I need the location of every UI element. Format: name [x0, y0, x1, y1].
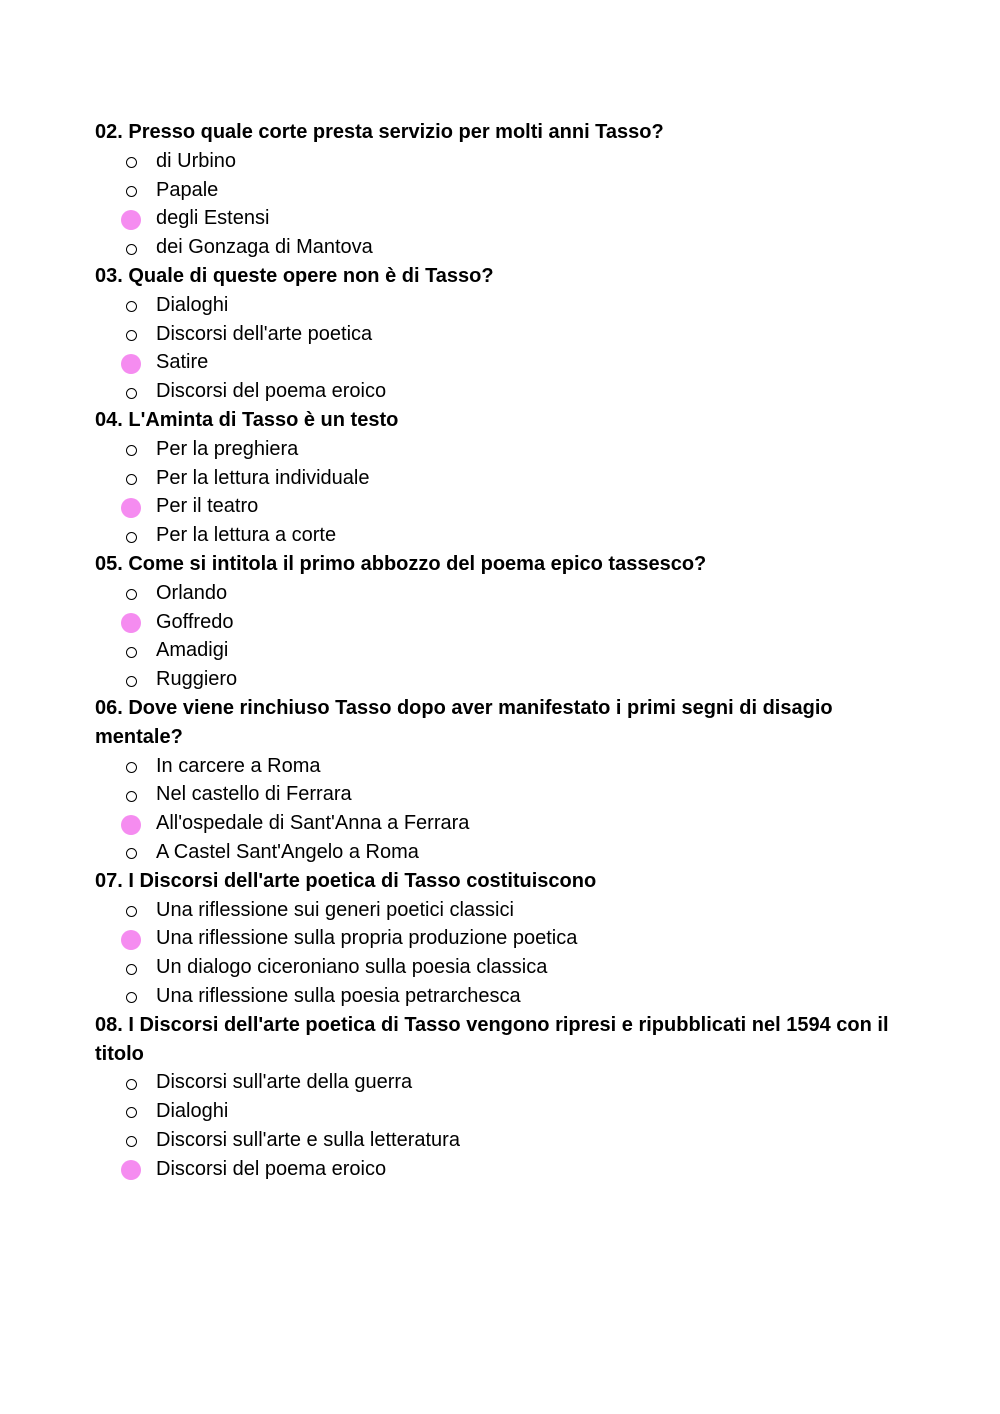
answer-list — [95, 435, 925, 550]
answer-label: Per la lettura a corte — [156, 524, 337, 547]
answer-option[interactable] — [95, 320, 925, 349]
answer-list — [95, 752, 925, 867]
radio-empty-icon[interactable] — [126, 1136, 137, 1147]
radio-empty-icon[interactable] — [126, 301, 137, 312]
answer-label: Discorsi sull'arte e sulla letteratura — [156, 1128, 460, 1151]
radio-selected-icon[interactable] — [121, 1160, 141, 1180]
answer-label: Discorsi del poema eroico — [156, 1157, 387, 1180]
answer-label: di Urbino — [156, 149, 237, 172]
answer-option[interactable] — [95, 233, 925, 262]
answer-list — [95, 579, 925, 694]
question-block-06 — [95, 694, 925, 867]
radio-empty-icon[interactable] — [126, 992, 137, 1003]
answer-option[interactable] — [95, 838, 925, 867]
question-title: 03. Quale di queste opere non è di Tasso? — [95, 264, 494, 287]
radio-selected-icon[interactable] — [121, 613, 141, 633]
answer-option[interactable] — [95, 752, 925, 781]
radio-empty-icon[interactable] — [126, 186, 137, 197]
radio-empty-icon[interactable] — [126, 1079, 137, 1090]
answer-list — [95, 896, 925, 1011]
answer-list — [95, 1068, 925, 1183]
radio-selected-icon[interactable] — [121, 815, 141, 835]
question-block-05 — [95, 550, 925, 694]
answer-list — [95, 147, 925, 262]
radio-empty-icon[interactable] — [126, 532, 137, 543]
answer-option-selected[interactable] — [95, 348, 925, 377]
answer-label: Discorsi sull'arte della guerra — [156, 1071, 413, 1094]
answer-label: Satire — [156, 351, 209, 374]
answer-option[interactable] — [95, 435, 925, 464]
answer-label: Goffredo — [156, 610, 234, 633]
radio-empty-icon[interactable] — [126, 791, 137, 802]
answer-label: All'ospedale di Sant'Anna a Ferrara — [156, 812, 470, 835]
radio-empty-icon[interactable] — [126, 676, 137, 687]
radio-empty-icon[interactable] — [126, 647, 137, 658]
answer-option-selected[interactable] — [95, 924, 925, 953]
radio-selected-icon[interactable] — [121, 498, 141, 518]
quiz-document — [95, 118, 925, 1183]
answer-label: dei Gonzaga di Mantova — [156, 236, 373, 259]
answer-option-selected[interactable] — [95, 492, 925, 521]
radio-empty-icon[interactable] — [126, 589, 137, 600]
answer-label: Una riflessione sulla propria produzione poetica — [156, 927, 578, 950]
answer-label: Un dialogo ciceroniano sulla poesia classica — [156, 956, 548, 979]
radio-selected-icon[interactable] — [121, 354, 141, 374]
answer-option[interactable] — [95, 464, 925, 493]
answer-label: Papale — [156, 178, 219, 201]
answer-option[interactable] — [95, 665, 925, 694]
answer-label: Amadigi — [156, 639, 229, 662]
answer-option[interactable] — [95, 953, 925, 982]
answer-label: Dialoghi — [156, 293, 229, 316]
radio-selected-icon[interactable] — [121, 930, 141, 950]
radio-empty-icon[interactable] — [126, 388, 137, 399]
answer-label: Per la lettura individuale — [156, 466, 370, 489]
question-block-02 — [95, 118, 925, 262]
answer-label: Orlando — [156, 581, 228, 604]
radio-empty-icon[interactable] — [126, 330, 137, 341]
radio-empty-icon[interactable] — [126, 474, 137, 485]
answer-list — [95, 291, 925, 406]
question-title: 07. I Discorsi dell'arte poetica di Tasso costituiscono — [95, 869, 597, 892]
answer-option[interactable] — [95, 1068, 925, 1097]
answer-option[interactable] — [95, 780, 925, 809]
radio-empty-icon[interactable] — [126, 762, 137, 773]
answer-label: A Castel Sant'Angelo a Roma — [156, 840, 419, 863]
answer-option[interactable] — [95, 1126, 925, 1155]
answer-label: degli Estensi — [156, 207, 270, 230]
answer-label: Dialoghi — [156, 1100, 229, 1123]
question-block-08 — [95, 1011, 925, 1184]
radio-empty-icon[interactable] — [126, 157, 137, 168]
answer-option[interactable] — [95, 1097, 925, 1126]
answer-label: Discorsi dell'arte poetica — [156, 322, 373, 345]
answer-option[interactable] — [95, 636, 925, 665]
radio-empty-icon[interactable] — [126, 445, 137, 456]
answer-label: Discorsi del poema eroico — [156, 380, 387, 403]
answer-label: Una riflessione sulla poesia petrarchesca — [156, 984, 521, 1007]
answer-label: Per il teatro — [156, 495, 259, 518]
answer-option-selected[interactable] — [95, 809, 925, 838]
answer-option[interactable] — [95, 982, 925, 1011]
answer-label: Nel castello di Ferrara — [156, 783, 352, 806]
radio-empty-icon[interactable] — [126, 1107, 137, 1118]
answer-label: Ruggiero — [156, 668, 238, 691]
radio-empty-icon[interactable] — [126, 848, 137, 859]
answer-option[interactable] — [95, 291, 925, 320]
answer-option[interactable] — [95, 579, 925, 608]
question-block-04 — [95, 406, 925, 550]
answer-label: Per la preghiera — [156, 437, 299, 460]
answer-option-selected[interactable] — [95, 204, 925, 233]
answer-option-selected[interactable] — [95, 1155, 925, 1184]
answer-option[interactable] — [95, 521, 925, 550]
question-title: 02. Presso quale corte presta servizio per molti anni Tasso? — [95, 121, 664, 143]
radio-empty-icon[interactable] — [126, 906, 137, 917]
answer-label: Una riflessione sui generi poetici classici — [156, 898, 514, 921]
question-title: 06. Dove viene rinchiuso Tasso dopo aver manifestato i primi segni di disagio mentale? — [95, 696, 833, 748]
radio-empty-icon[interactable] — [126, 964, 137, 975]
question-block-03 — [95, 262, 925, 406]
question-title: 04. L'Aminta di Tasso è un testo — [95, 408, 399, 431]
answer-option[interactable] — [95, 176, 925, 205]
answer-option[interactable] — [95, 147, 925, 176]
question-title: 05. Come si intitola il primo abbozzo del poema epico tassesco? — [95, 552, 707, 575]
radio-empty-icon[interactable] — [126, 244, 137, 255]
question-block-07 — [95, 867, 925, 1011]
radio-selected-icon[interactable] — [121, 210, 141, 230]
answer-label: In carcere a Roma — [156, 754, 321, 777]
answer-option[interactable] — [95, 896, 925, 925]
question-title: 08. I Discorsi dell'arte poetica di Tasso vengono ripresi e ripubblicati nel 1594 con il titolo — [95, 1013, 889, 1065]
answer-option[interactable] — [95, 377, 925, 406]
answer-option-selected[interactable] — [95, 608, 925, 637]
